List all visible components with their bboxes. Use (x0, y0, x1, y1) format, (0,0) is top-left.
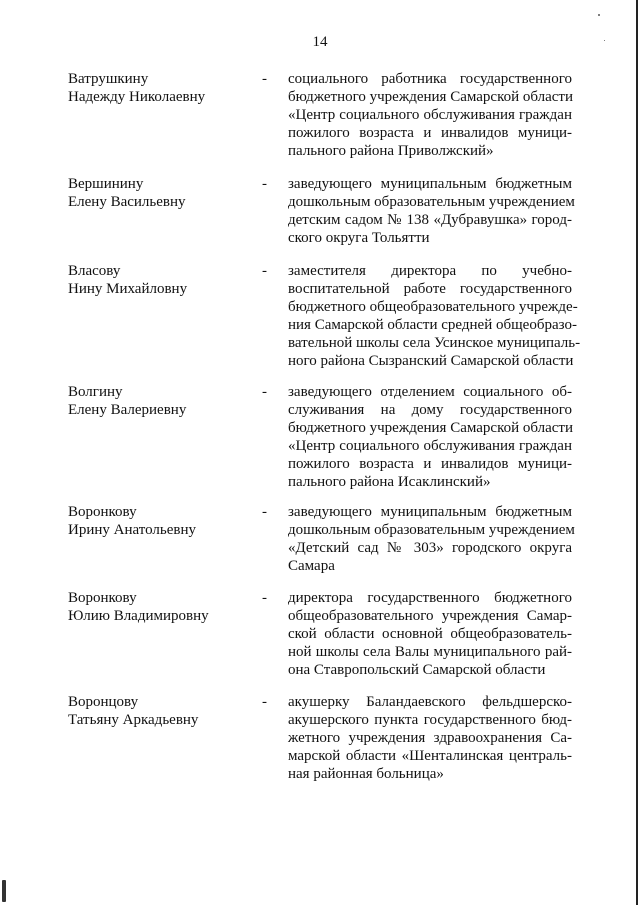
description-line: заведующего муниципальным бюджетным (288, 176, 572, 192)
position-description (288, 693, 572, 783)
position-description (288, 383, 572, 491)
position-description (288, 503, 575, 575)
description-line: пожилого возраста и инвалидов муници- (288, 125, 572, 141)
page-number: 14 (312, 34, 328, 50)
scan-speck (604, 40, 605, 41)
description-line: воспитательной работе государственного (288, 281, 572, 297)
dash-separator: - (262, 504, 267, 520)
person-name (68, 262, 258, 298)
description-line: общеобразовательного учреждения Самар- (288, 608, 572, 624)
person-name (68, 383, 258, 419)
dash-separator: - (262, 384, 267, 400)
description-line: заведующего отделением социального об- (288, 384, 572, 400)
scan-corner-mark (2, 880, 6, 902)
description-line: заведующего муниципальным бюджетным (288, 504, 572, 520)
given-names: Нину Михайловну (68, 281, 188, 297)
description-line: ной школы села Валы муниципального рай- (288, 644, 572, 660)
person-name (68, 70, 258, 106)
dash-separator: - (262, 71, 267, 87)
description-line: ния Самарской области средней общеобразо- (288, 317, 577, 333)
surname: Воронкову (68, 504, 137, 520)
surname: Воронкову (68, 590, 137, 606)
given-names: Надежду Николаевну (68, 89, 206, 105)
description-line: ского округа Тольятти (288, 230, 430, 246)
description-line: бюджетного учреждения Самарской области (288, 420, 574, 436)
surname: Воронцову (68, 694, 139, 710)
description-line: социального работника государственного (288, 71, 572, 87)
description-line: пального района Исаклинский» (288, 474, 491, 490)
description-line: ная районная больница» (288, 766, 444, 782)
description-line: дошкольным образовательным учреждением (288, 194, 575, 210)
person-name (68, 693, 258, 729)
description-line: пожилого возраста и инвалидов муници- (288, 456, 572, 472)
dash-separator: - (262, 590, 267, 606)
description-line: директора государственного бюджетного (288, 590, 572, 606)
surname: Власову (68, 263, 121, 279)
surname: Волгину (68, 384, 123, 400)
description-line: бюджетного общеобразовательного учрежде- (288, 299, 578, 315)
position-description (288, 589, 572, 679)
description-line: дошкольным образовательным учреждением (288, 522, 575, 538)
description-line: служивания на дому государственного (288, 402, 572, 418)
description-line: вательной школы села Усинское муниципаль- (288, 335, 581, 351)
description-line: Самара (288, 558, 335, 574)
dash-separator: - (262, 694, 267, 710)
dash-separator: - (262, 176, 267, 192)
description-line: акушерского пункта государственного бюд- (288, 712, 572, 728)
surname: Ватрушкину (68, 71, 149, 87)
given-names: Ирину Анатольевну (68, 522, 197, 538)
given-names: Елену Валериевну (68, 402, 187, 418)
description-line: марской области «Шенталинская централь- (288, 748, 572, 764)
position-description (288, 70, 572, 160)
description-line: бюджетного учреждения Самарской области (288, 89, 574, 105)
description-line: «Центр социального обслуживания граждан (288, 438, 572, 454)
given-names: Татьяну Аркадьевну (68, 712, 199, 728)
given-names: Елену Васильевну (68, 194, 186, 210)
description-line: «Центр социального обслуживания граждан (288, 107, 572, 123)
description-line: акушерку Баландаевского фельдшерско- (288, 694, 572, 710)
description-line: заместителя директора по учебно- (288, 263, 572, 279)
description-line: пального района Приволжский» (288, 143, 494, 159)
scan-speck (598, 14, 600, 16)
given-names: Юлию Владимировну (68, 608, 209, 624)
person-name (68, 503, 258, 539)
position-description (288, 175, 575, 247)
surname: Вершинину (68, 176, 144, 192)
scan-edge-line (636, 0, 638, 905)
description-line: ской области основной общеобразователь- (288, 626, 572, 642)
description-line: она Ставропольский Самарской области (288, 662, 546, 678)
position-description (288, 262, 581, 370)
description-line: жетного учреждения здравоохранения Са- (288, 730, 572, 746)
description-line: «Детский сад № 303» городского округа (288, 540, 572, 556)
person-name (68, 175, 258, 211)
description-line: ного района Сызранский Самарской области (288, 353, 574, 369)
description-line: детским садом № 138 «Дубравушка» город- (288, 212, 572, 228)
person-name (68, 589, 258, 625)
dash-separator: - (262, 263, 267, 279)
